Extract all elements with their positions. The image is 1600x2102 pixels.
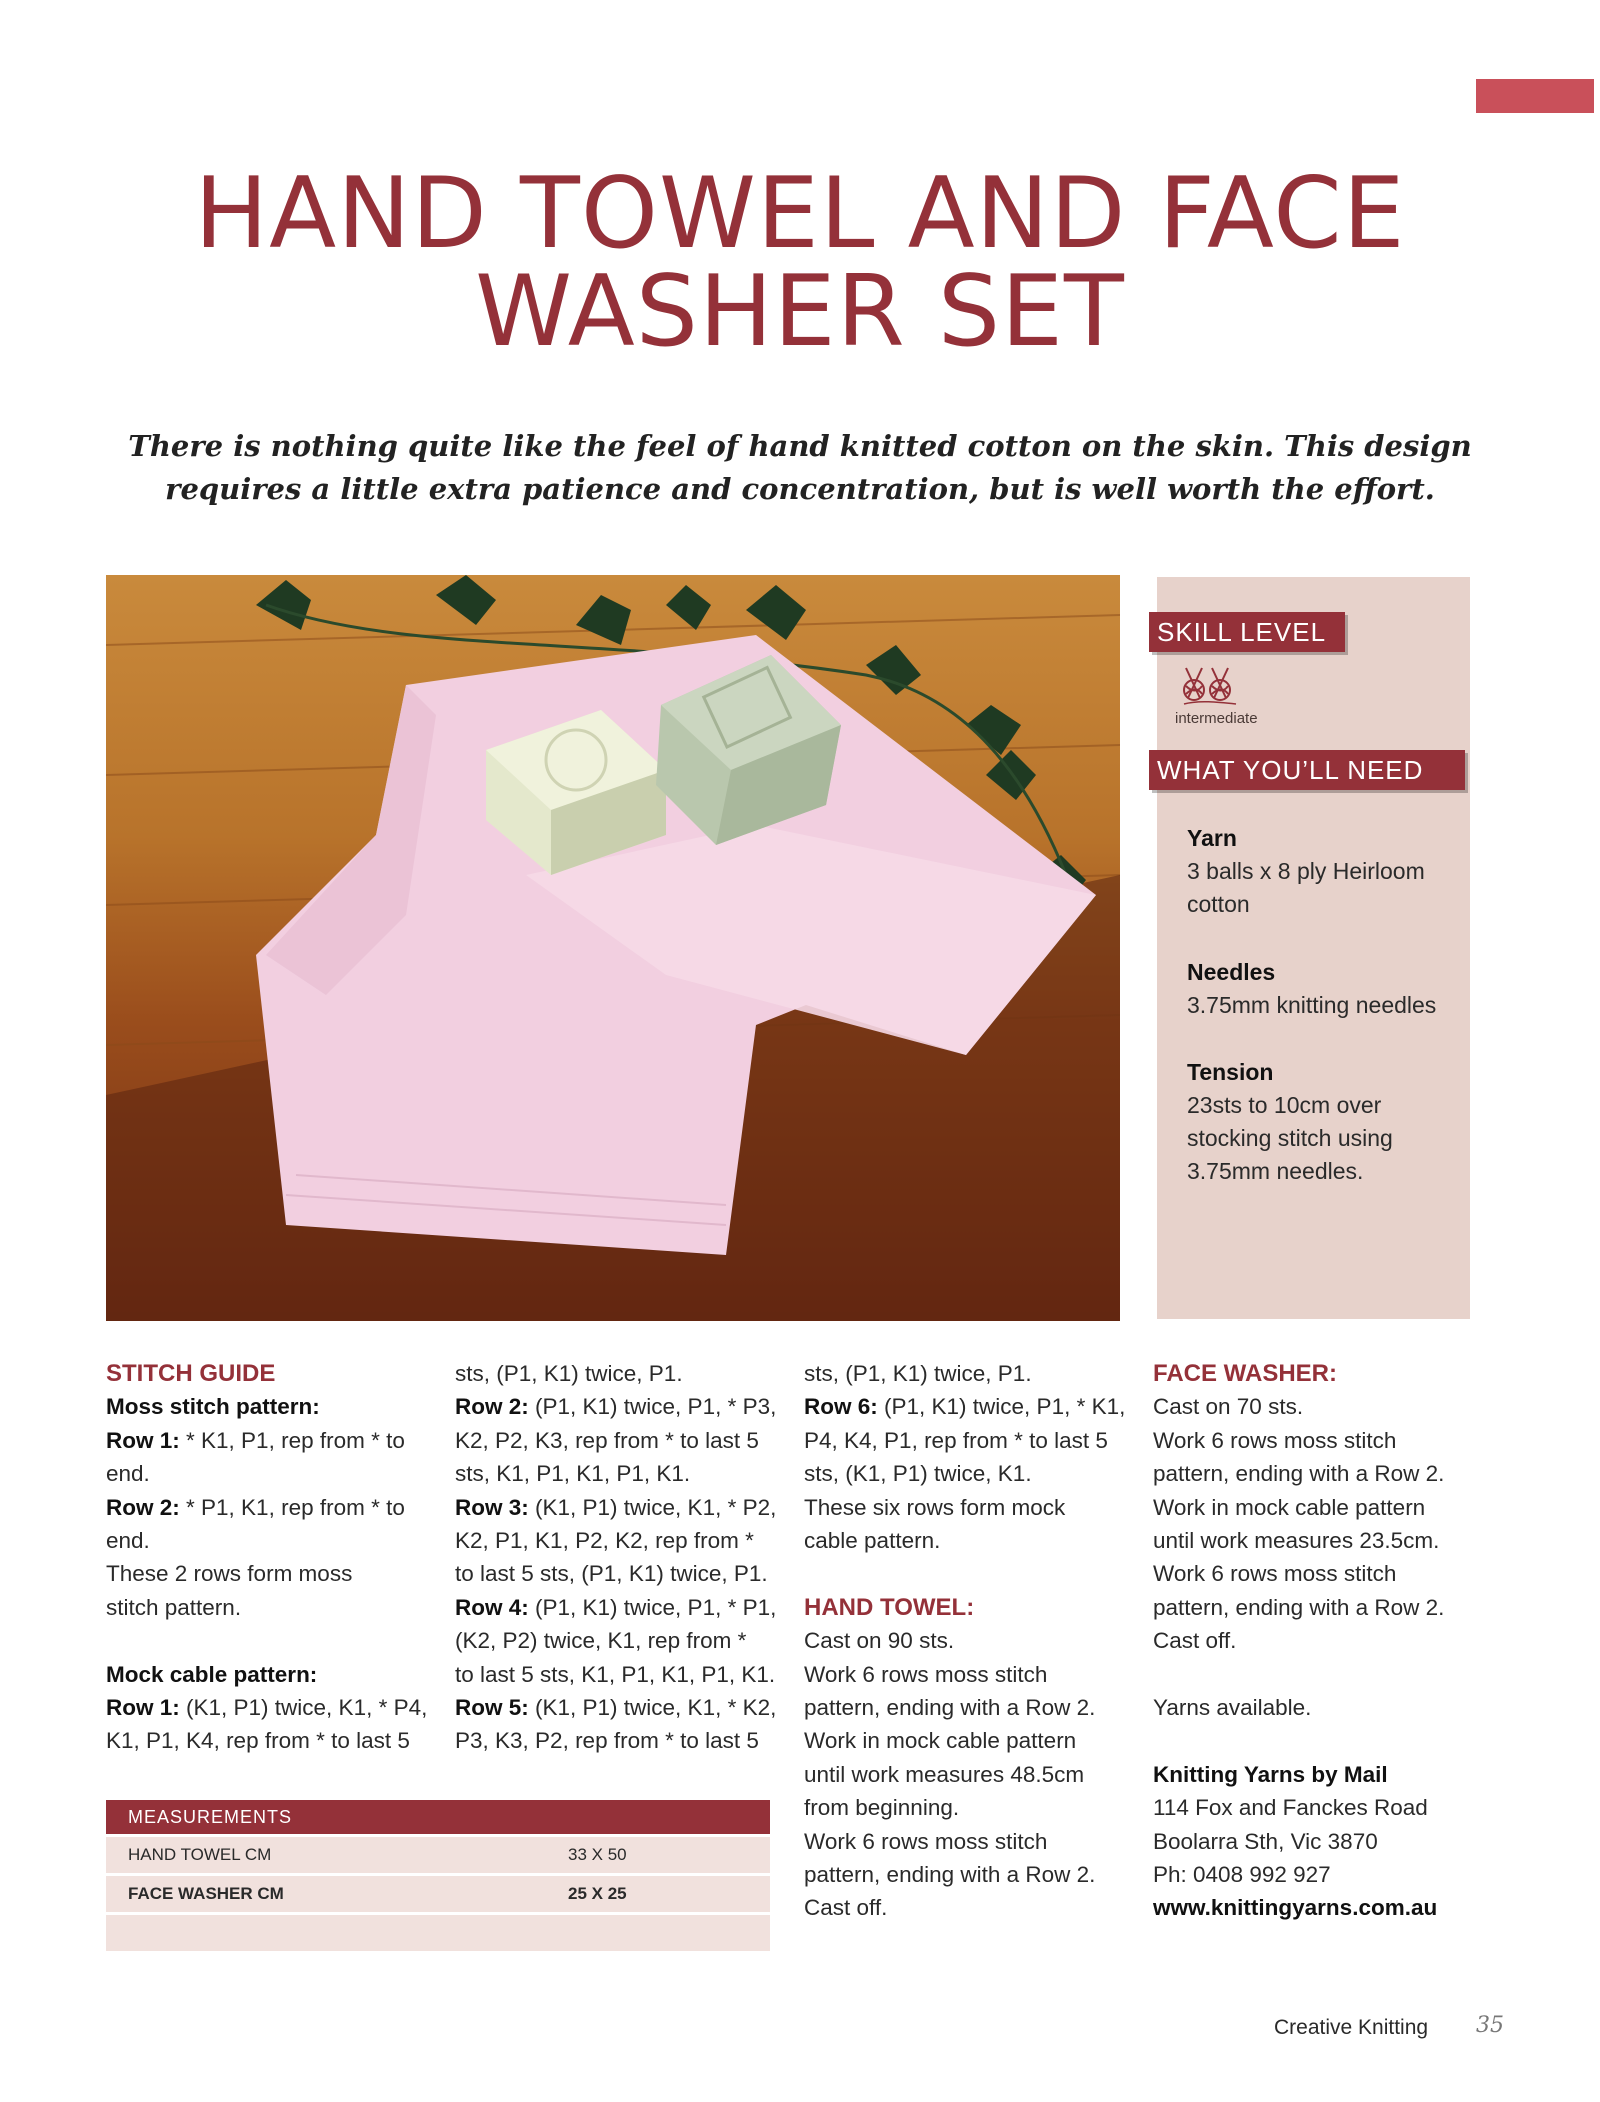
- washer-step: Work 6 rows moss stitch: [1153, 1561, 1397, 1587]
- towel-step: Cast off.: [804, 1895, 888, 1921]
- washer-step: until work measures 23.5cm.: [1153, 1528, 1440, 1554]
- magazine-name: Creative Knitting: [1274, 2016, 1429, 2039]
- washer-step: pattern, ending with a Row 2.: [1153, 1594, 1445, 1620]
- what-youll-need-heading: WHAT YOU’LL NEED: [1149, 750, 1465, 790]
- table-row-empty: [106, 1915, 770, 1951]
- supplier-address-2: Boolarra Sth, Vic 3870: [1153, 1828, 1378, 1854]
- yarns-available: Yarns available.: [1153, 1695, 1312, 1721]
- yarn-line-2: cotton: [1187, 891, 1250, 917]
- moss-row-2-cont: end.: [106, 1528, 150, 1554]
- needles-requirement: [1187, 956, 1457, 1022]
- supplier-name: Knitting Yarns by Mail: [1153, 1761, 1388, 1787]
- tension-requirement: [1187, 1056, 1457, 1188]
- table-row: [106, 1837, 770, 1873]
- supplier-address-1: 114 Fox and Fanckes Road: [1153, 1795, 1428, 1821]
- mock-row-6-b: P4, K4, P1, rep from * to last 5: [804, 1427, 1108, 1453]
- moss-row-2: Row 2: * P1, K1, rep from * to: [106, 1494, 405, 1520]
- towel-step: Work 6 rows moss stitch: [804, 1661, 1048, 1687]
- towel-step: pattern, ending with a Row 2.: [804, 1695, 1096, 1721]
- tension-line-2: stocking stitch using: [1187, 1125, 1393, 1151]
- intro-text: There is nothing quite like the feel of hand knitted cotton on the skin. This design requires a little extra patience and concentration, but is well worth the effort.: [128, 429, 1472, 506]
- mock-row-3-b: K2, P1, K1, P2, K2, rep from *: [455, 1528, 754, 1554]
- mock-row-2-c: sts, K1, P1, K1, P1, K1.: [455, 1461, 691, 1487]
- mock-row-3-c: to last 5 sts, (P1, K1) twice, P1.: [455, 1561, 768, 1587]
- page-title: [0, 157, 1600, 369]
- moss-row-1-cont: end.: [106, 1461, 150, 1487]
- mock-row-3: Row 3: (K1, P1) twice, K1, * P2,: [455, 1494, 777, 1520]
- supplier-phone: Ph: 0408 992 927: [1153, 1862, 1331, 1888]
- mock-row-4: Row 4: (P1, K1) twice, P1, * P1,: [455, 1594, 777, 1620]
- moss-note-1: These 2 rows form moss: [106, 1561, 353, 1587]
- face-washer-heading: FACE WASHER:: [1153, 1360, 1338, 1387]
- towel-step: Work in mock cable pattern: [804, 1728, 1077, 1754]
- stitch-guide-heading: STITCH GUIDE: [106, 1360, 276, 1387]
- towel-step: from beginning.: [804, 1795, 960, 1821]
- mock-note-1: These six rows form mock: [804, 1494, 1066, 1520]
- measurement-value: 25 X 25: [568, 1884, 627, 1903]
- towel-step: Cast on 90 sts.: [804, 1628, 955, 1654]
- skill-level-heading: SKILL LEVEL: [1149, 612, 1345, 652]
- tension-label: Tension: [1187, 1059, 1274, 1085]
- needles-line-1: 3.75mm knitting needles: [1187, 992, 1437, 1018]
- mock-row-4-c: to last 5 sts, K1, P1, K1, P1, K1.: [455, 1661, 776, 1687]
- measurement-label: FACE WASHER CM: [128, 1884, 284, 1903]
- measurement-label: HAND TOWEL CM: [128, 1845, 272, 1864]
- yarn-requirement: [1187, 822, 1457, 921]
- washer-step: Cast on 70 sts.: [1153, 1394, 1304, 1420]
- towel-step: until work measures 48.5cm: [804, 1761, 1085, 1787]
- washer-step: Work 6 rows moss stitch: [1153, 1427, 1397, 1453]
- table-row: [106, 1876, 770, 1912]
- moss-row-1: Row 1: * K1, P1, rep from * to: [106, 1427, 405, 1453]
- measurements-heading: MEASUREMENTS: [106, 1800, 770, 1834]
- hand-towel-heading: HAND TOWEL:: [804, 1593, 975, 1621]
- product-photo: [106, 575, 1120, 1321]
- supplier-website-link[interactable]: www.knittingyarns.com.au: [1153, 1895, 1438, 1921]
- mock-row-1: Row 1: (K1, P1) twice, K1, * P4,: [106, 1695, 428, 1721]
- mock-cable-column: [455, 1357, 780, 1758]
- towel-step: pattern, ending with a Row 2.: [804, 1862, 1096, 1888]
- washer-step: Work in mock cable pattern: [1153, 1494, 1426, 1520]
- mock-row-2: Row 2: (P1, K1) twice, P1, * P3,: [455, 1394, 777, 1420]
- washer-step: Cast off.: [1153, 1628, 1237, 1654]
- face-washer-column: [1153, 1357, 1478, 1925]
- mock-row-2-b: K2, P2, K3, rep from * to last 5: [455, 1427, 759, 1453]
- yarn-balls-icon: [1178, 662, 1238, 706]
- moss-stitch-heading: Moss stitch pattern:: [106, 1394, 320, 1420]
- col2-line: sts, (P1, K1) twice, P1.: [455, 1361, 683, 1386]
- mock-row-6: Row 6: (P1, K1) twice, P1, * K1,: [804, 1394, 1126, 1420]
- page-number: 35: [1476, 2013, 1504, 2038]
- yarn-label: Yarn: [1187, 825, 1237, 851]
- col3-line: sts, (P1, K1) twice, P1.: [804, 1361, 1032, 1386]
- mock-cable-heading: Mock cable pattern:: [106, 1661, 318, 1687]
- title-line-2: WASHER SET: [475, 255, 1125, 369]
- tension-line-1: 23sts to 10cm over: [1187, 1092, 1382, 1118]
- mock-note-2: cable pattern.: [804, 1528, 941, 1554]
- tension-line-3: 3.75mm needles.: [1187, 1158, 1364, 1184]
- mock-row-5-b: P3, K3, P2, rep from * to last 5: [455, 1728, 759, 1754]
- hand-towel-column: [804, 1357, 1129, 1925]
- title-line-1: HAND TOWEL AND FACE: [194, 157, 1406, 271]
- mock-row-6-c: sts, (K1, P1) twice, K1.: [804, 1461, 1032, 1487]
- photo-illustration: [106, 575, 1120, 1321]
- mock-row-4-b: (K2, P2) twice, K1, rep from *: [455, 1628, 747, 1654]
- yarn-line-1: 3 balls x 8 ply Heirloom: [1187, 858, 1425, 884]
- measurement-value: 33 X 50: [568, 1845, 627, 1864]
- section-tab: [1476, 79, 1594, 113]
- skill-level-value: intermediate: [1175, 710, 1258, 727]
- stitch-guide-column: [106, 1357, 431, 1758]
- washer-step: pattern, ending with a Row 2.: [1153, 1461, 1445, 1487]
- measurements-table: [106, 1800, 770, 1951]
- towel-step: Work 6 rows moss stitch: [804, 1828, 1048, 1854]
- moss-note-2: stitch pattern.: [106, 1594, 242, 1620]
- needles-label: Needles: [1187, 959, 1276, 985]
- mock-row-1-cont: K1, P1, K4, rep from * to last 5: [106, 1728, 410, 1754]
- mock-row-5: Row 5: (K1, P1) twice, K1, * K2,: [455, 1695, 777, 1721]
